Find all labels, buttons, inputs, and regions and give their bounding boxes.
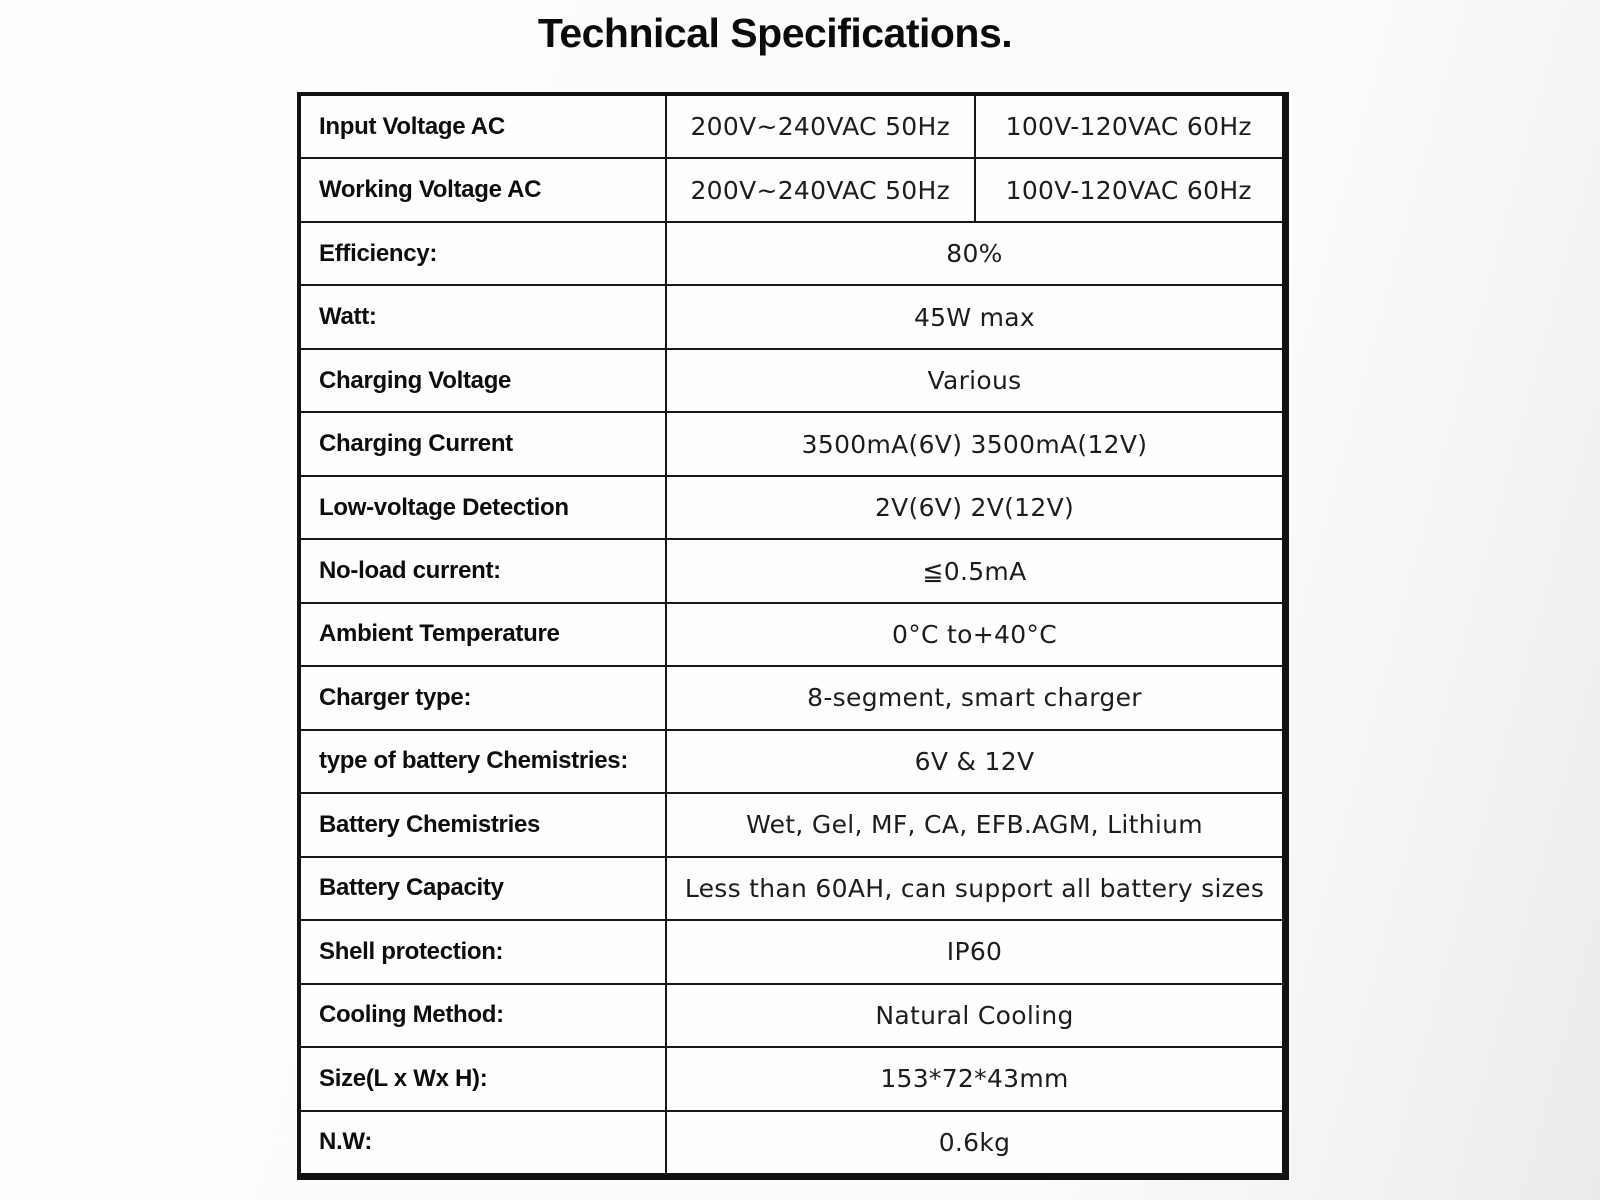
spec-value: IP60 bbox=[946, 937, 1003, 967]
spec-value: 80% bbox=[946, 239, 1003, 269]
spec-value: 100V-120VAC 60Hz bbox=[974, 96, 1283, 157]
row-shell-protection bbox=[301, 921, 1282, 984]
row-low-voltage-detection bbox=[301, 477, 1282, 540]
row-no-load-current bbox=[301, 540, 1282, 603]
spec-label: Charging Voltage bbox=[301, 350, 667, 411]
spec-label: Ambient Temperature bbox=[301, 604, 667, 665]
spec-label: Shell protection: bbox=[301, 921, 667, 982]
row-size bbox=[301, 1048, 1282, 1111]
row-charging-voltage bbox=[301, 350, 1282, 413]
spec-label: Charging Current bbox=[301, 413, 667, 474]
row-charging-current bbox=[301, 413, 1282, 476]
spec-label: Cooling Method: bbox=[301, 985, 667, 1046]
spec-value: 200V~240VAC 50Hz bbox=[690, 175, 951, 205]
spec-value: Less than 60AH, can support all battery sizes bbox=[684, 873, 1265, 903]
row-efficiency bbox=[301, 223, 1282, 286]
spec-value: 6V & 12V bbox=[914, 746, 1035, 776]
row-working-voltage-ac bbox=[301, 159, 1282, 222]
page-title: Technical Specifications. bbox=[537, 10, 1013, 56]
row-watt bbox=[301, 286, 1282, 349]
spec-table bbox=[297, 92, 1289, 1180]
spec-label: Battery Capacity bbox=[301, 858, 667, 919]
spec-value: 0.6kg bbox=[938, 1127, 1011, 1157]
spec-label: Efficiency: bbox=[301, 223, 667, 284]
spec-value: 3500mA(6V) 3500mA(12V) bbox=[801, 429, 1148, 459]
spec-label: Battery Chemistries bbox=[301, 794, 667, 855]
spec-label: Input Voltage AC bbox=[301, 96, 667, 157]
spec-label: Size(L x Wx H): bbox=[301, 1048, 667, 1109]
spec-value: Wet, Gel, MF, CA, EFB.AGM, Lithium bbox=[746, 810, 1203, 840]
row-cooling-method bbox=[301, 985, 1282, 1048]
row-battery-capacity bbox=[301, 858, 1282, 921]
row-ambient-temperature bbox=[301, 604, 1282, 667]
spec-value: Various bbox=[927, 366, 1022, 396]
spec-value: 200V~240VAC 50Hz bbox=[690, 112, 951, 142]
spec-value: 2V(6V) 2V(12V) bbox=[874, 493, 1075, 523]
row-battery-chemistries bbox=[301, 794, 1282, 857]
spec-value: 153*72*43mm bbox=[880, 1064, 1069, 1094]
spec-label: No-load current: bbox=[301, 540, 667, 601]
spec-label: Charger type: bbox=[301, 667, 667, 728]
row-net-weight bbox=[301, 1112, 1282, 1173]
spec-label: Watt: bbox=[301, 286, 667, 347]
spec-label: Working Voltage AC bbox=[301, 159, 667, 220]
row-charger-type bbox=[301, 667, 1282, 730]
spec-value: ≦0.5mA bbox=[922, 556, 1027, 586]
spec-value: Natural Cooling bbox=[875, 1000, 1074, 1030]
spec-label: Low-voltage Detection bbox=[301, 477, 667, 538]
row-input-voltage-ac bbox=[301, 96, 1282, 159]
row-type-of-battery-chemistries bbox=[301, 731, 1282, 794]
spec-value: 8-segment, smart charger bbox=[807, 683, 1142, 713]
spec-value: 0°C to+40°C bbox=[892, 619, 1057, 649]
spec-label: type of battery Chemistries: bbox=[301, 731, 667, 792]
spec-value: 100V-120VAC 60Hz bbox=[974, 159, 1283, 220]
spec-label: N.W: bbox=[301, 1112, 667, 1173]
spec-value: 45W max bbox=[913, 302, 1036, 332]
